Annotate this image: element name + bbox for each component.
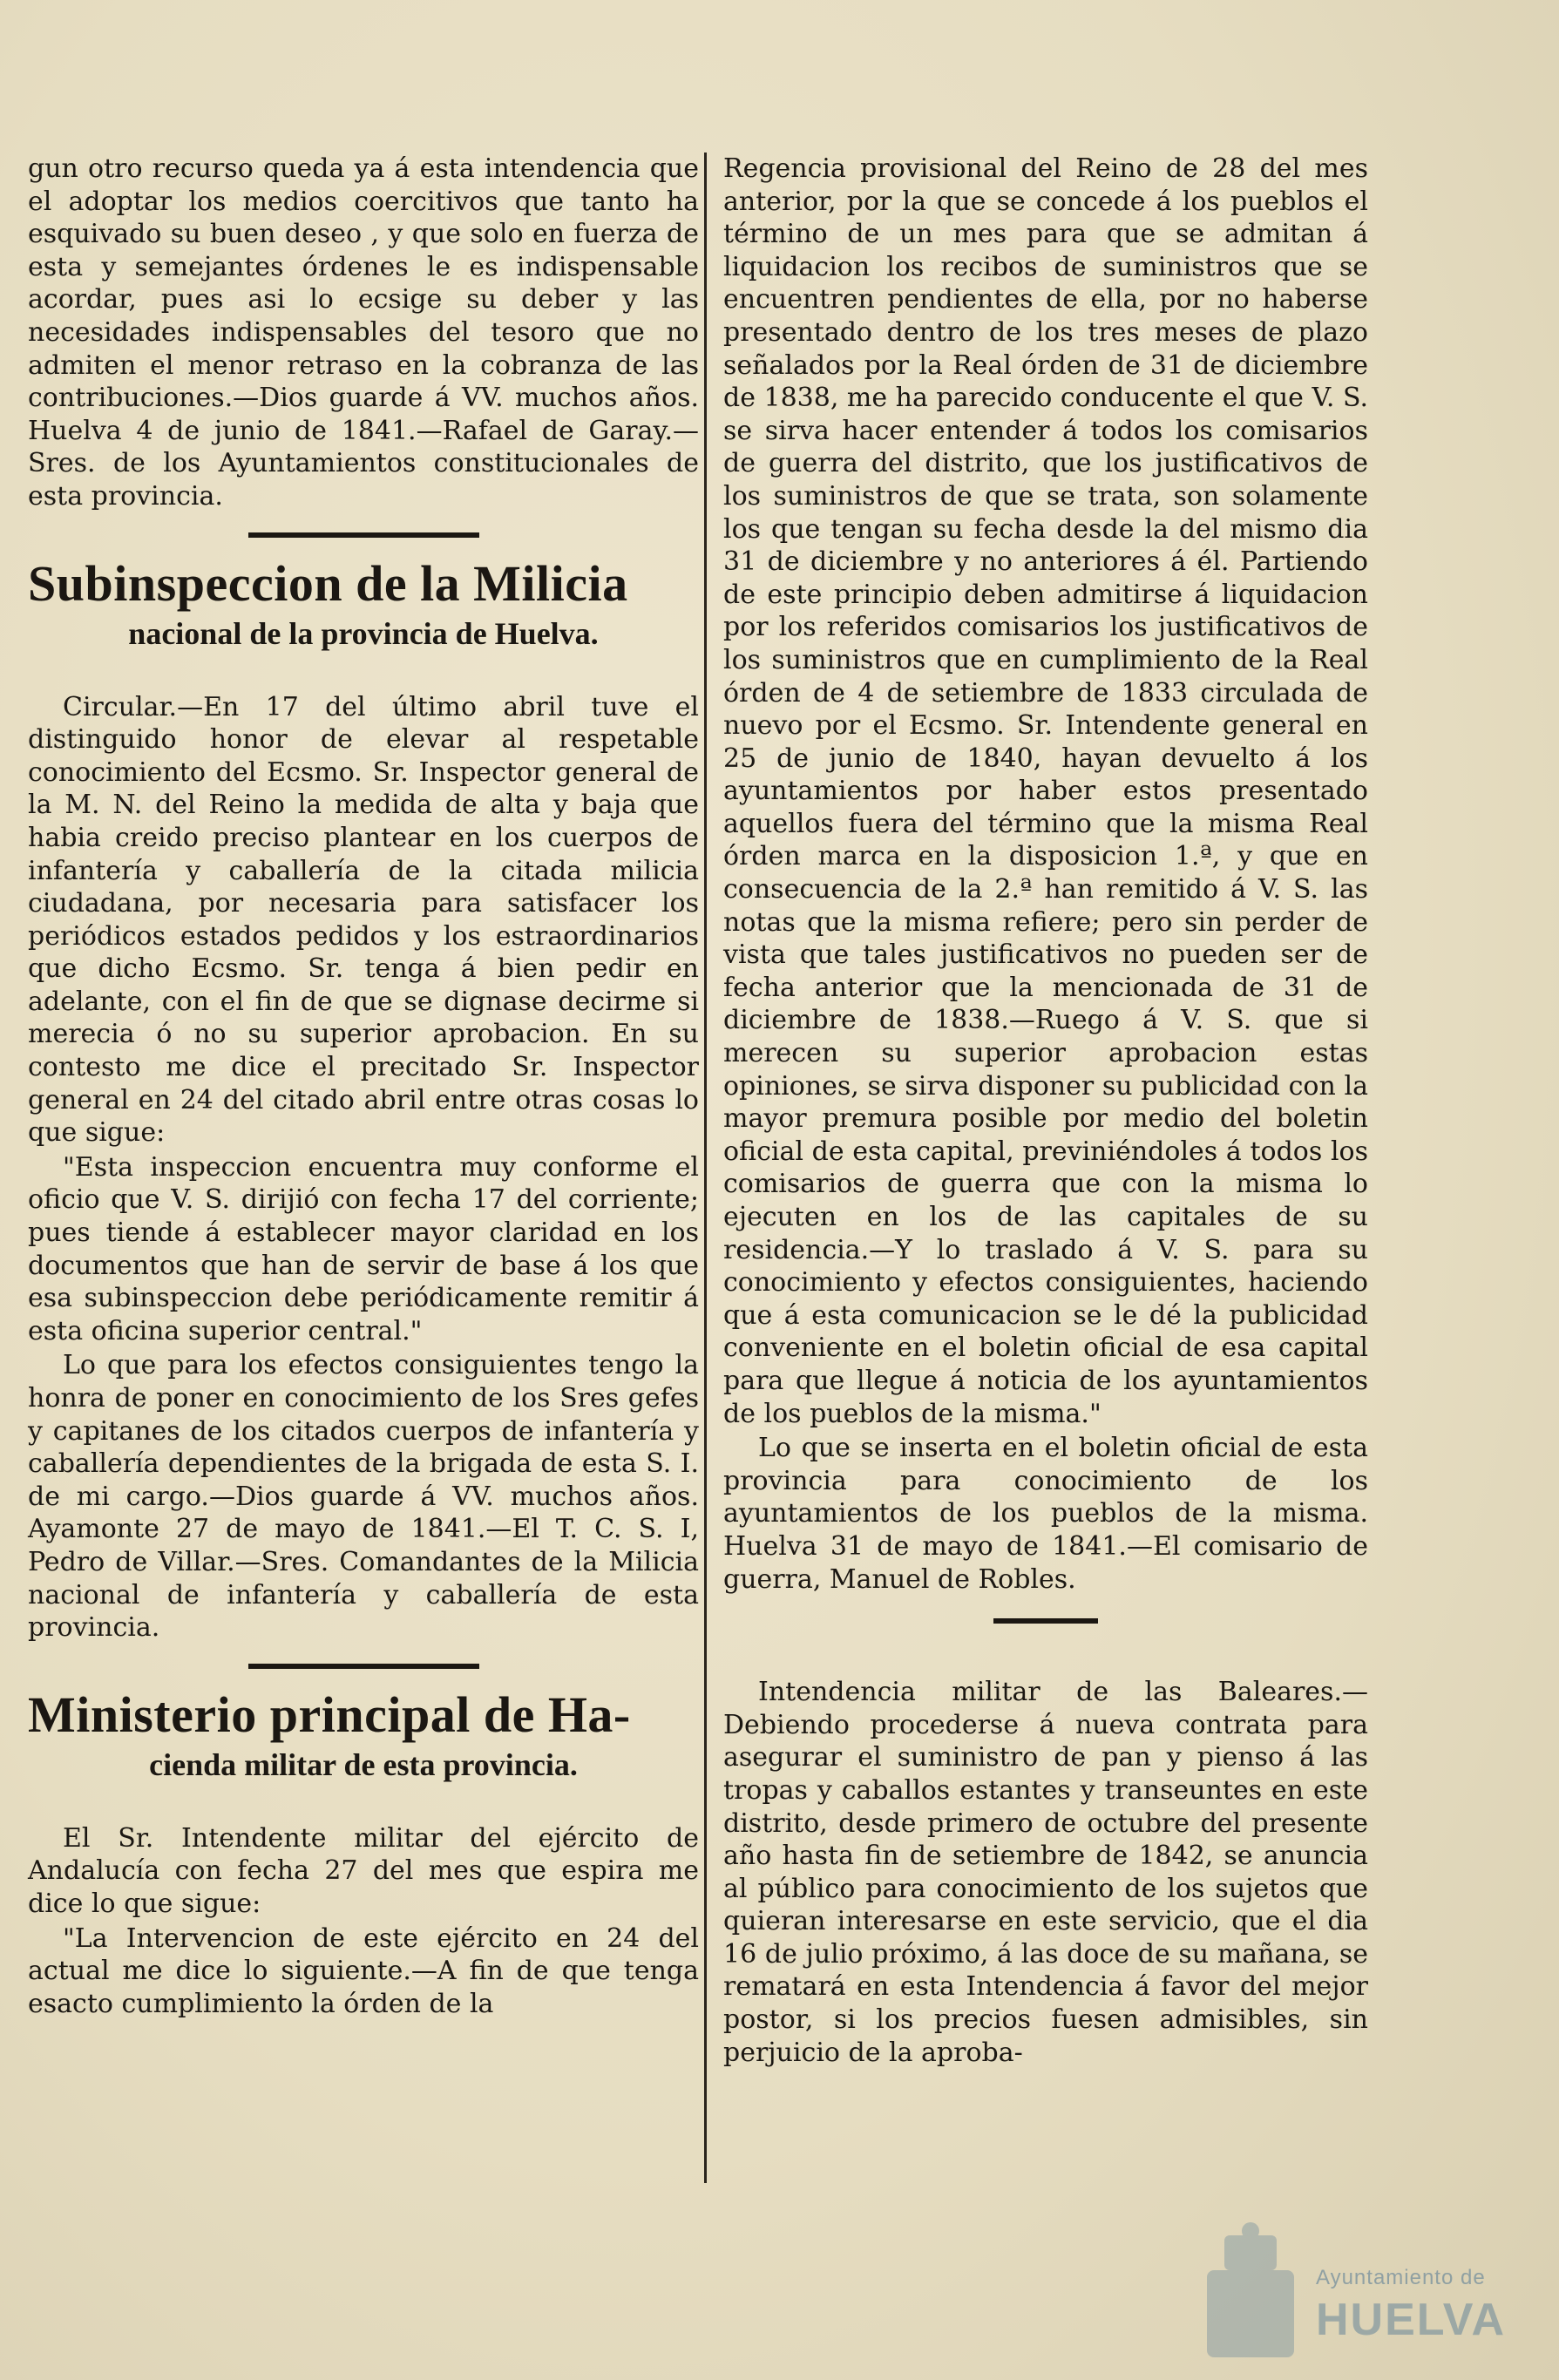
left-paragraph-1: gun otro recurso queda ya á esta intendencia que el adoptar los medios coercitivos que tanto ha esquivado su buen deseo , y que solo en fuerza de esta y semejantes órdenes le es indispensable acordar, pues asi lo ecsige su deber y las necesidades indispensables del tesoro que no admiten el menor retraso en la cobranza de las contribuciones.—Dios guarde á VV. muchos años. Huelva 4 de junio de 1841.—Rafael de Garay.—Sres. de los Ayuntamientos constitucionales de esta provincia.	[28, 153, 699, 512]
column-rule	[704, 153, 707, 2183]
left-paragraph-4: Lo que para los efectos consiguientes tengo la honra de poner en conocimiento de los Sres gefes y capitanes de los citados cuerpos de infantería y caballería dependientes de la brigada de esta S. I. de mi cargo.—Dios guarde á VV. muchos años. Ayamonte 27 de mayo de 1841.—El T. C. S. I, Pedro de Villar.—Sres. Comandantes de la Milicia nacional de infantería y caballería de esta provincia.	[28, 1350, 699, 1644]
left-paragraph-2: Circular.—En 17 del último abril tuve el distinguido honor de elevar al respetable conocimiento del Ecsmo. Sr. Inspector general de la M. N. del Reino la medida de alta y baja que habia creido preciso plantear en los cuerpos de infantería y caballería de la citada milicia ciudadana, por necesaria para satisfacer los periódicos estados pedidos y los estraordinarios que dicho Ecsmo. Sr. tenga á bien pedir en adelante, con el fin de que se dignase decirme si merecia ó no su superior aprobacion. En su contesto me dice el precitado Sr. Inspector general en 24 del citado abril entre otras cosas lo que sigue:	[28, 691, 699, 1149]
section-subheading-hacienda: cienda militar de esta provincia.	[149, 1746, 578, 1782]
section-heading-hacienda: Ministerio principal de Ha-	[28, 1685, 631, 1743]
section-heading-milicia: Subinspeccion de la Milicia	[28, 554, 628, 612]
watermark-line-2: HUELVA	[1316, 2295, 1507, 2345]
right-paragraph-3: Intendencia militar de las Baleares.—Debiendo procederse á nueva contrata para asegurar el suministro de pan y pienso á las tropas y caballos estantes y transeuntes en este distrito, desde primero de octubre del presente año hasta fin de setiembre de 1842, se anuncia al público para conocimiento de los sujetos que quieran interesarse en este servicio, que el dia 16 de julio próximo, á las doce de su mañana, se rematará en esta Intendencia á favor del mejor postor, si los precios fuesen admisibles, sin perjuicio de la aproba-	[723, 1677, 1368, 2068]
section-divider	[248, 532, 479, 538]
right-paragraph-2: Lo que se inserta en el boletin oficial de esta provincia para conocimiento de los ayuntamientos de los pueblos de la misma. Huelva 31 de mayo de 1841.—El comisario de guerra, Manuel de Robles.	[723, 1433, 1368, 1595]
section-subheading-milicia: nacional de la provincia de Huelva.	[128, 615, 599, 651]
right-paragraph-1: Regencia provisional del Reino de 28 del mes anterior, por la que se concede á los pueblos el término de un mes para que se admitan á liquidacion los recibos de suministros que se encuentren pendientes de ella, por no haberse presentado dentro de los tres meses de plazo señalados por la Real órden de 31 de diciembre de 1838, me ha parecido conducente el que V. S. se sirva hacer entender á todos los comisarios de guerra del distrito, que los justificativos de los suministros de que se trata, son solamente los que tengan su fecha desde la del mismo dia 31 de diciembre y no anteriores á él. Partiendo de este principio deben admitirse á liquidacion por los referidos comisarios los justificativos de los suministros que en cumplimiento de la Real órden de 4 de setiembre de 1833 circulada de nuevo por el Ecsmo. Sr. Intendente general en 25 de junio de 1840, hayan devuelto á los ayuntamientos por haber estos presentado aquellos fuera del término que la misma Real órden marca en la disposicion 1.ª, y que en consecuencia de la 2.ª han remitido á V. S. las notas que la misma refiere; pero sin perder de vista que tales justificativos no pueden ser de fecha anterior que la mencionada de 31 de diciembre de 1838.—Ruego á V. S. que si merecen su superior aprobacion estas opiniones, se sirva disponer su publicidad con la mayor premura posible por medio del boletin oficial de esta capital, previniéndoles á todos los comisarios de guerra que con la misma lo ejecuten en los de las capitales de su residencia.—Y lo traslado á V. S. para su conocimiento y efectos consiguientes, haciendo que á esta comunicacion se le dé la publicidad conveniente en el boletin oficial de esa capital para que llegue á noticia de los ayuntamientos de los pueblos de la misma."	[723, 153, 1368, 1429]
left-paragraph-6: "La Intervencion de este ejército en 24 del actual me dice lo siguiente.—A fin de que tenga esacto cumplimiento la órden de la	[28, 1922, 699, 2019]
left-paragraph-3: "Esta inspeccion encuentra muy conforme el oficio que V. S. dirijió con fecha 17 del corriente; pues tiende á establecer mayor claridad en los documentos que han de servir de base á los que esa subinspeccion debe periódicamente remitir á esta oficina superior central."	[28, 1151, 699, 1346]
section-divider	[248, 1664, 479, 1669]
left-paragraph-5: El Sr. Intendente militar del ejército de Andalucía con fecha 27 del mes que espira me dice lo que sigue:	[28, 1822, 699, 1919]
right-column	[723, 153, 1368, 2071]
watermark-line-1: Ayuntamiento de	[1316, 2266, 1486, 2289]
section-divider	[993, 1618, 1098, 1624]
left-column	[28, 153, 699, 2022]
